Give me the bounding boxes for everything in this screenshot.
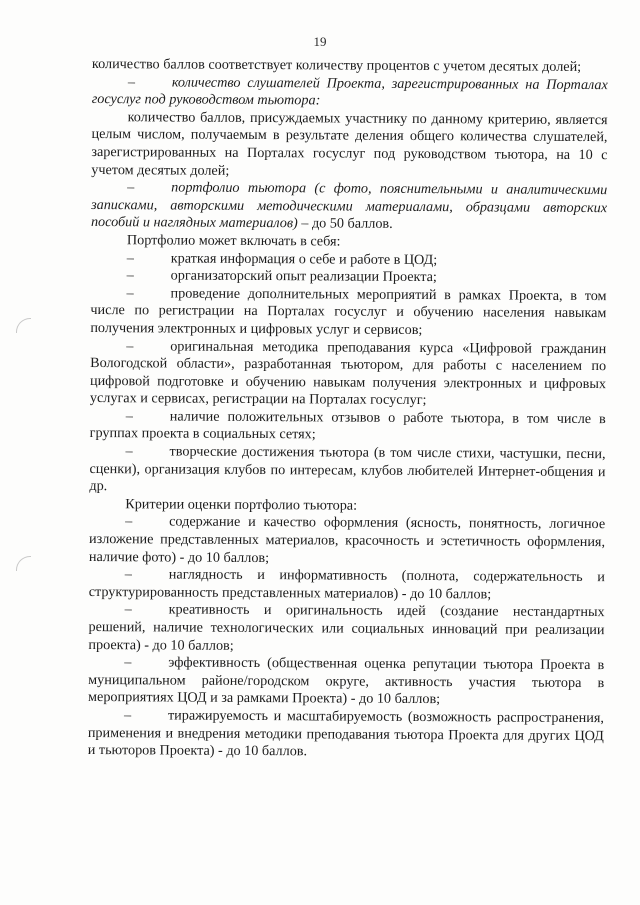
list-item-text: креативность и оригинальность идей (создание нестандартных решений, наличие технологических или социальных инноваций при реализации проекта) - до 10 баллов; [88, 601, 605, 654]
list-item-text: эффективность (общественная оценка репутации тьютора Проекта в муниципальном районе/городском округе, активность участия тьютора в мероприятиях ЦОД и за рамками Проекта) - до 10 баллов; [88, 654, 605, 708]
list-item [89, 566, 605, 604]
list-item [90, 337, 606, 411]
list-item-text: краткая информация о себе и работе в ЦОД; [170, 250, 438, 268]
list-item-text: – до 50 баллов. [297, 215, 393, 233]
list-dash: – [126, 249, 134, 266]
margin-punch-mark [16, 318, 31, 333]
list-item-text: наличие положительных отзывов о работе тьютора, в том числе в группах проекта в социальных сетях; [89, 408, 606, 443]
list-item-text: оригинальная методика преподавания курса «Цифровой гражданин Вологодской области», разработанная тьютором, для работы с населением по цифровой подготовке и обучению навыкам получения электронных и цифровых услугах и сервисах, регистрации на Порталах госуслуг; [89, 337, 607, 409]
list-item [88, 654, 604, 710]
list-item [91, 179, 607, 235]
list-item-text-italic: портфолио тьютора (с фото, пояснительными и аналитическими записками, авторскими методическими материалами, образцами авторских пособий и наглядных материалов) [90, 179, 608, 232]
list-item [88, 707, 604, 763]
paragraph: Критерии оценки портфолио тьютора: [125, 496, 358, 514]
paragraph: количество баллов, присуждаемых участнику по данному критерию, является целым числом, получаемым в результате деления общего количества слушателей, зарегистрированных на Порталах госуслуг под руководством тьютора, на 10 с учетом десятых долей; [91, 109, 608, 179]
list-item-text: проведение дополнительных мероприятий в рамках Проекта, в том числе по регистрации на Порталах госуслуг и обучению населения навыкам получения электронных и цифровых услуг и сервисов; [90, 285, 607, 338]
list-item-text: наглядность и информативность (полнота, содержательность и структурированность представленных материалов) - до 10 баллов; [88, 566, 605, 603]
list-item [92, 74, 608, 112]
list-dash: – [127, 179, 135, 196]
list-dash: – [126, 267, 134, 284]
page-number: 19 [313, 34, 327, 49]
list-item-text: количество слушателей Проекта, зарегистрированных на Порталах госуслуг под руководством тьютора: [91, 74, 608, 109]
list-item [89, 513, 605, 569]
list-item [90, 408, 606, 446]
paragraph: количество баллов соответствует количеству процентов с учетом десятых долей; [91, 56, 582, 75]
list-item-text: творческие достижения тьютора (в том числе стихи, частушки, песни, сценки), организация клубов по интересам, клубов любителей Интернет-общения и др. [89, 443, 606, 495]
list-dash: – [125, 513, 133, 530]
list-item-text: содержание и качество оформления (ясность, понятность, логичное изложение представленных материалов, красочность и эстетичность оформления, наличие фото) - до 10 баллов; [88, 513, 606, 566]
list-dash: – [124, 566, 132, 583]
list-dash: – [126, 337, 134, 354]
list-item [88, 601, 604, 657]
paragraph: Портфолио может включать в себя: [126, 232, 341, 250]
list-item-text: организаторский опыт реализации Проекта; [170, 267, 437, 286]
list-dash: – [124, 654, 132, 671]
list-dash: – [127, 73, 135, 90]
list-item [89, 443, 605, 499]
list-dash: – [124, 601, 132, 618]
margin-punch-mark [16, 556, 31, 571]
document-body [88, 56, 608, 763]
list-dash: – [125, 443, 133, 460]
list-dash: – [123, 707, 132, 724]
list-item [90, 285, 606, 341]
list-item-text: тиражируемость и масштабируемость (возможность распространения, применения и внедрения методики преподавания тьютора Проекта для других ЦОД и тьюторов Проекта) - до 10 баллов. [87, 707, 605, 760]
list-dash: – [126, 284, 134, 301]
list-dash: – [125, 408, 133, 425]
